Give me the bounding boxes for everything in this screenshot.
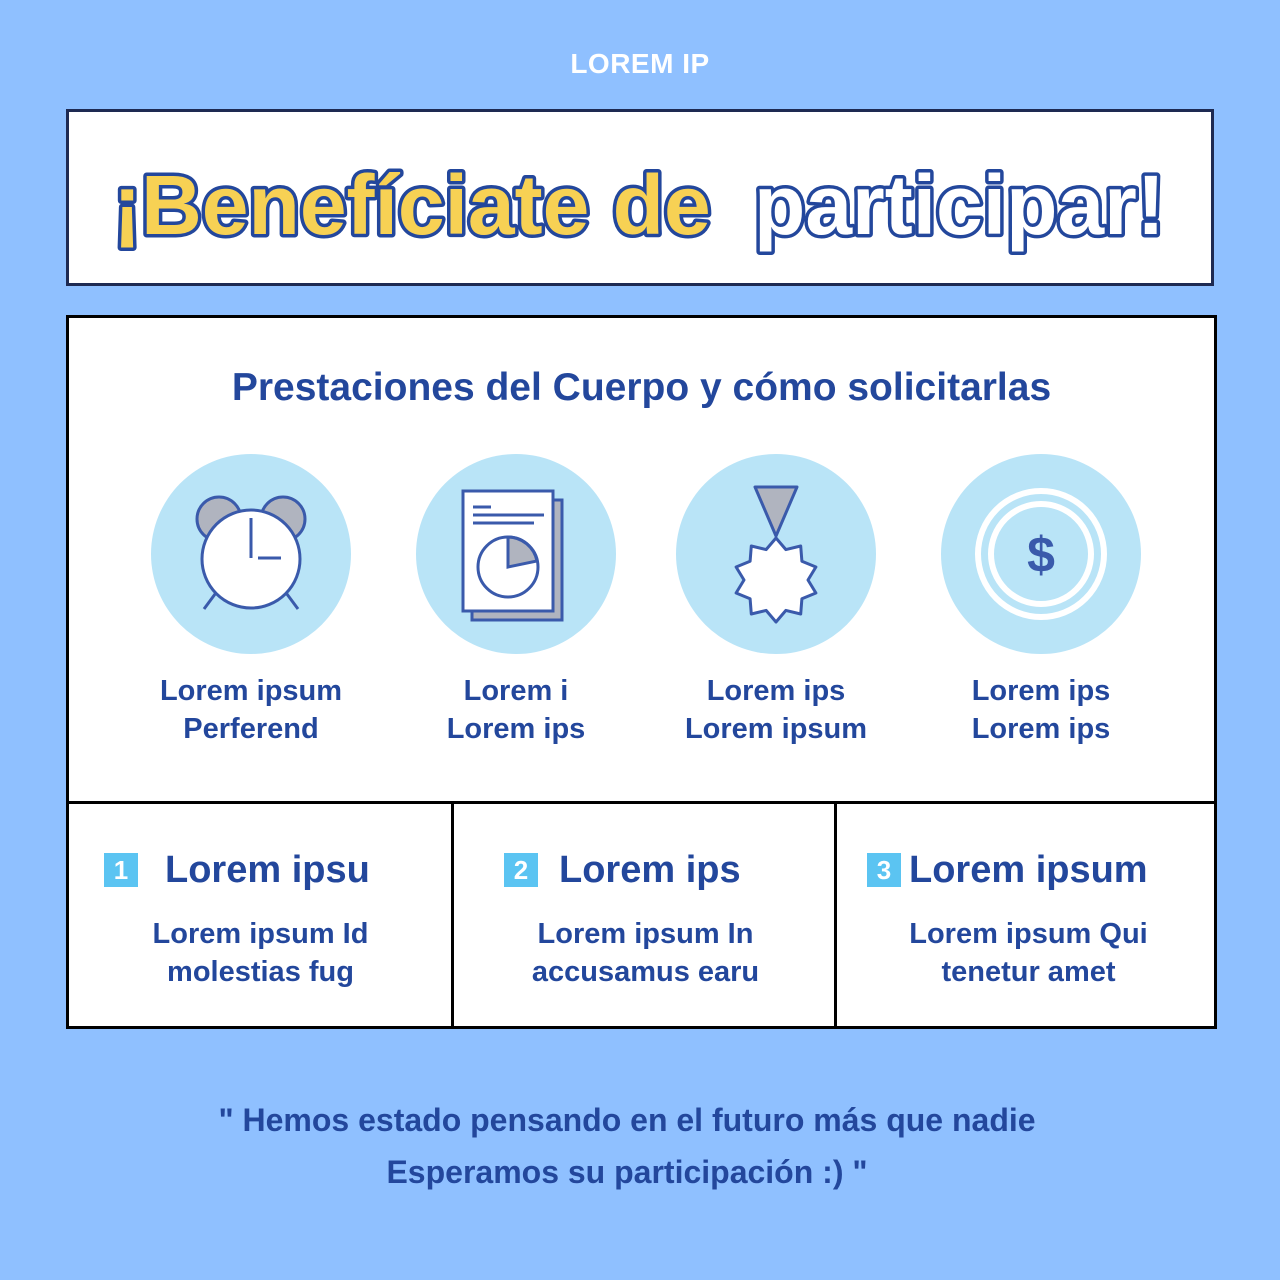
step-title: Lorem ipsum: [909, 849, 1148, 891]
alarm-clock-icon: [151, 454, 351, 654]
section-title: Prestaciones del Cuerpo y cómo solicitarlas: [231, 366, 1052, 409]
step-description: Lorem ipsum Id molestias fug: [152, 918, 369, 988]
step-item: [837, 849, 1220, 988]
feature-label: Lorem i Lorem ips: [446, 675, 586, 745]
feature-label: Lorem ips Lorem ipsum: [684, 675, 868, 745]
feature-icon-circle: [676, 454, 876, 654]
feature-icon-circle: [941, 454, 1141, 654]
step-title: Lorem ipsu: [165, 849, 370, 891]
feature-item: [386, 454, 646, 748]
feature-label: Lorem ipsum Perferend: [159, 675, 343, 745]
svg-text:¡Benefíciate de particip: [113, 158, 1165, 252]
step-number-badge: 2: [504, 853, 538, 887]
headline: [69, 112, 1211, 283]
step-item: [454, 849, 837, 988]
brand-label: LOREM IP: [570, 48, 710, 79]
step-item: [69, 849, 452, 988]
medal-icon: [676, 454, 876, 654]
svg-text:$: $: [1027, 527, 1055, 583]
feature-item: [911, 454, 1171, 748]
dollar-coin-icon: [941, 454, 1141, 654]
step-description: Lorem ipsum Qui tenetur amet: [909, 918, 1148, 988]
step-number-badge: 3: [867, 853, 901, 887]
closing-quote: " Hemos estado pensando en el futuro más que nadie Esperamos su participación :) ": [218, 1102, 1036, 1190]
headline-part1: ¡Benefíciate de: [113, 158, 711, 252]
step-description: Lorem ipsum In accusamus earu: [531, 918, 760, 988]
step-number-badge: 1: [104, 853, 138, 887]
step-title: Lorem ips: [559, 849, 741, 891]
feature-item: [121, 454, 381, 748]
benefits-panel: [66, 315, 1217, 1029]
feature-item: [646, 454, 906, 748]
feature-icon-circle: [151, 454, 351, 654]
feature-icon-circle: [416, 454, 616, 654]
feature-label: Lorem ips Lorem ips: [971, 675, 1111, 745]
headline-banner: [66, 109, 1214, 286]
document-pie-chart-icon: [416, 454, 616, 654]
headline-part2: participar!: [754, 158, 1165, 252]
section-divider: [69, 801, 1214, 804]
